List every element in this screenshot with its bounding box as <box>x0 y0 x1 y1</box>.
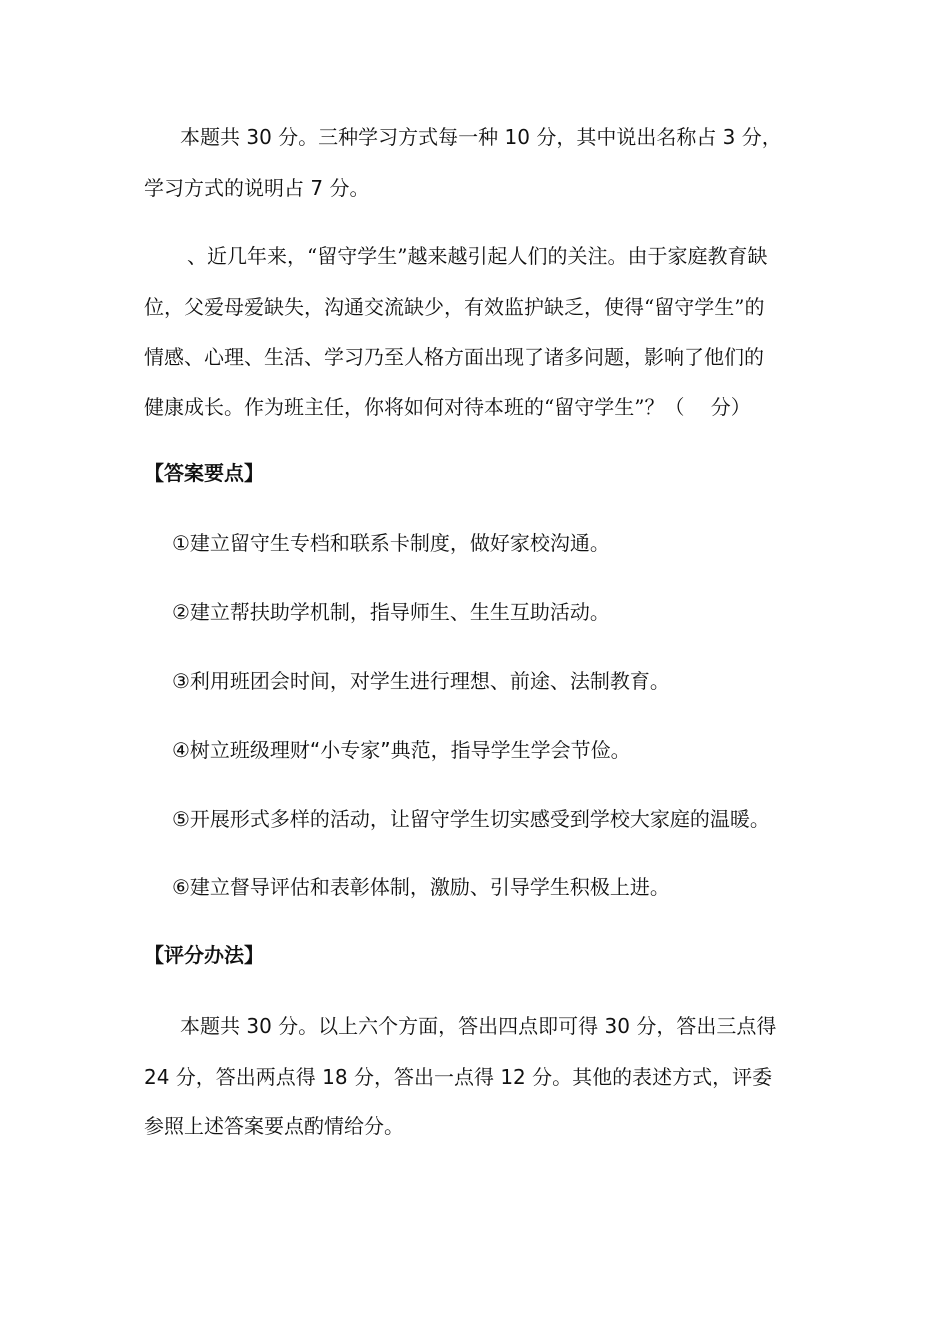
scoring-heading: 【评分办法】 <box>144 943 264 967</box>
scoring-prev-line-1: 本题共 30 分。三种学习方式每一种 10 分，其中说出名称占 3 分， <box>180 125 782 149</box>
answer-item-4: ④树立班级理财“小专家”典范，指导学生学会节俭。 <box>172 738 631 762</box>
scoring-line-1: 本题共 30 分。以上六个方面，答出四点即可得 30 分，答出三点得 <box>180 1014 777 1038</box>
answer-item-5: ⑤开展形式多样的活动，让留守学生切实感受到学校大家庭的温暖。 <box>172 807 770 831</box>
scoring-line-2: 24 分，答出两点得 18 分，答出一点得 12 分。其他的表述方式，评委 <box>144 1065 773 1089</box>
answer-heading: 【答案要点】 <box>144 461 264 485</box>
answer-item-2: ②建立帮扶助学机制，指导师生、生生互助活动。 <box>172 600 610 624</box>
question-line-1: 、近几年来，“留守学生”越来越引起人们的关注。由于家庭教育缺 <box>187 244 768 268</box>
scoring-line-3: 参照上述答案要点酌情给分。 <box>144 1114 404 1138</box>
answer-item-6: ⑥建立督导评估和表彰体制，激励、引导学生积极上进。 <box>172 875 670 899</box>
answer-item-1: ①建立留守生专档和联系卡制度，做好家校沟通。 <box>172 531 610 555</box>
question-line-3: 情感、心理、生活、学习乃至人格方面出现了诸多问题，影响了他们的 <box>144 345 764 369</box>
scoring-prev-line-2: 学习方式的说明占 7 分。 <box>144 176 370 200</box>
question-line-2: 位，父爱母爱缺失，沟通交流缺少，有效监护缺乏，使得“留守学生”的 <box>144 295 765 319</box>
answer-item-3: ③利用班团会时间，对学生进行理想、前途、法制教育。 <box>172 669 670 693</box>
question-line-4: 健康成长。作为班主任，你将如何对待本班的“留守学生”？（ 分） <box>144 395 751 419</box>
